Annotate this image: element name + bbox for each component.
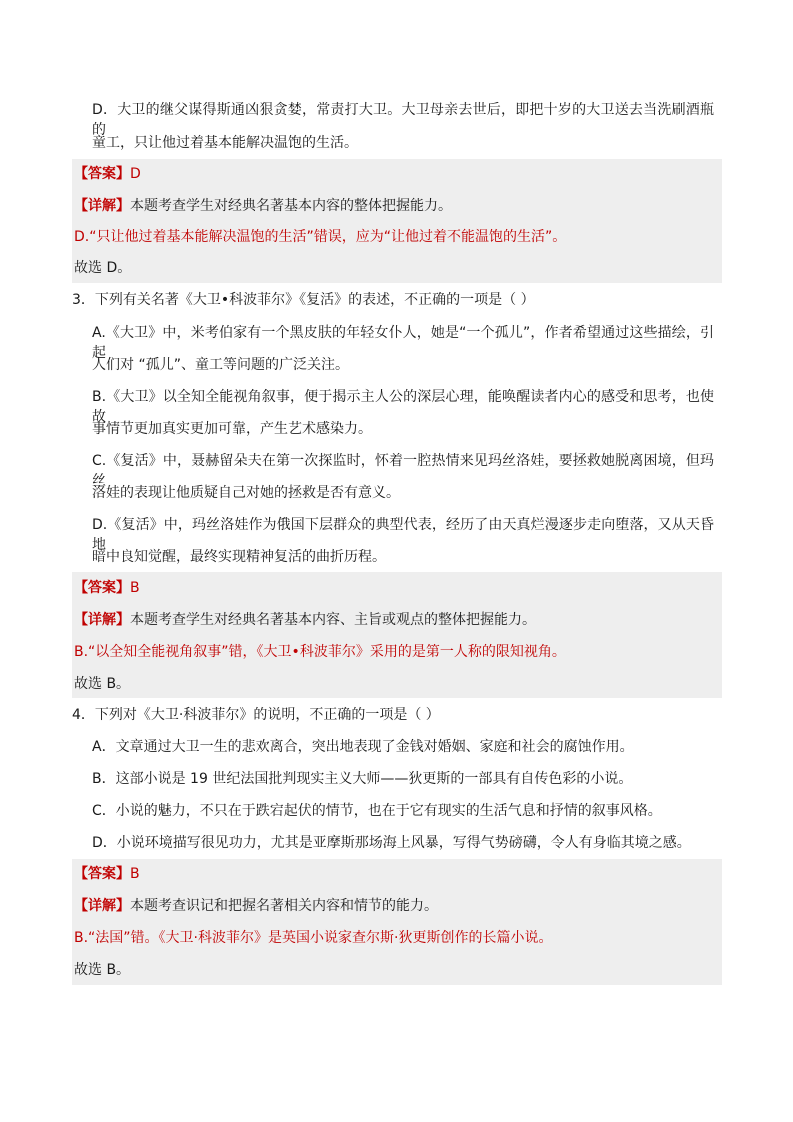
q2-detail-text: 本题考查学生对经典名著基本内容的整体把握能力。 [130,198,452,214]
q3-option-a-line1: A.《大卫》中，米考伯家有一个黑皮肤的年轻女仆人，她是“一个孤儿”，作者希望通过这些描绘，引起 [92,325,714,361]
q3-option-b-line1: B.《大卫》以全知全能视角叙事，便于揭示主人公的深层心理，能唤醒读者内心的感受和思考，也使故 [92,389,714,425]
q4-option-b: B．这部小说是 19 世纪法国批判现实主义大师——狄更斯的一部具有自传色彩的小说。 [92,771,633,787]
q4-detail-text: 本题考查识记和把握名著相关内容和情节的能力。 [130,898,438,914]
q4-detail-label: 【详解】 [74,898,130,914]
q3-option-b-line2: 事情节更加真实更加可靠，产生艺术感染力。 [92,421,372,437]
q4-option-c: C．小说的魅力，不只在于跌宕起伏的情节，也在于它有现实的生活气息和抒情的叙事风格。 [92,803,662,819]
q3-answer [74,578,140,598]
q2-option-d-line2: 童工，只让他过着基本能解决温饱的生活。 [92,135,358,151]
q3-answer-value: B [130,580,140,596]
q3-option-d-line1: D.《复活》中，玛丝洛娃作为俄国下层群众的典型代表，经历了由天真烂漫逐步走向堕落，又从天昏地 [92,517,714,553]
q3-option-c-line1: C.《复活》中，聂赫留朵夫在第一次探监时，怀着一腔热情来见玛丝洛娃，要拯救她脱离困境，但玛丝 [92,453,714,489]
q3-option-c-line2: 洛娃的表现让他质疑自己对她的拯救是否有意义。 [92,485,400,501]
q2-answer-block [72,159,722,283]
q2-detail [74,196,452,216]
q3-option-d-line2: 暗中良知觉醒，最终实现精神复活的曲折历程。 [92,549,386,565]
q2-answer-label: 【答案】 [74,166,130,182]
q4-stem: 4．下列对《大卫·科波菲尔》的说明，不正确的一项是（ ） [72,707,440,723]
q2-answer [74,164,141,184]
q4-answer-label: 【答案】 [74,866,130,882]
q3-option-a-line2: 人们对 “孤儿”、童工等问题的广泛关注。 [92,357,349,373]
q4-answer [74,864,140,884]
q3-conclusion: 故选 B。 [74,676,131,692]
q3-stem: 3．下列有关名著《大卫•科波菲尔》《复活》的表述，不正确的一项是（ ） [72,292,535,308]
q4-conclusion: 故选 B。 [74,962,131,978]
q4-detail [74,896,438,916]
q3-detail-text: 本题考查学生对经典名著基本内容、主旨或观点的整体把握能力。 [130,612,536,628]
q2-explanation: D.“只让他过着基本能解决温饱的生活”错误，应为“让他过着不能温饱的生活”。 [74,229,567,245]
q3-explanation: B.“以全知全能视角叙事”错，《大卫•科波菲尔》采用的是第一人称的限知视角。 [74,644,566,660]
q2-option-d-line1: D．大卫的继父谋得斯通凶狠贪婪，常责打大卫。大卫母亲去世后，即把十岁的大卫送去当洗刷酒瓶的 [92,102,714,138]
q3-answer-label: 【答案】 [74,580,130,596]
q4-answer-value: B [130,866,140,882]
q4-option-d: D．小说环境描写很见功力，尤其是亚摩斯那场海上风暴，写得气势磅礴，令人有身临其境之感。 [92,835,691,851]
q4-option-a: A．文章通过大卫一生的悲欢离合，突出地表现了金钱对婚姻、家庭和社会的腐蚀作用。 [92,739,634,755]
q3-detail [74,610,536,630]
q4-explanation: B.“法国”错。《大卫·科波菲尔》是英国小说家查尔斯·狄更斯创作的长篇小说。 [74,930,553,946]
q4-answer-block [72,859,722,985]
q3-detail-label: 【详解】 [74,612,130,628]
q3-answer-block [72,572,722,698]
q2-answer-value: D [130,166,141,182]
q2-conclusion: 故选 D。 [74,260,132,276]
q2-detail-label: 【详解】 [74,198,130,214]
